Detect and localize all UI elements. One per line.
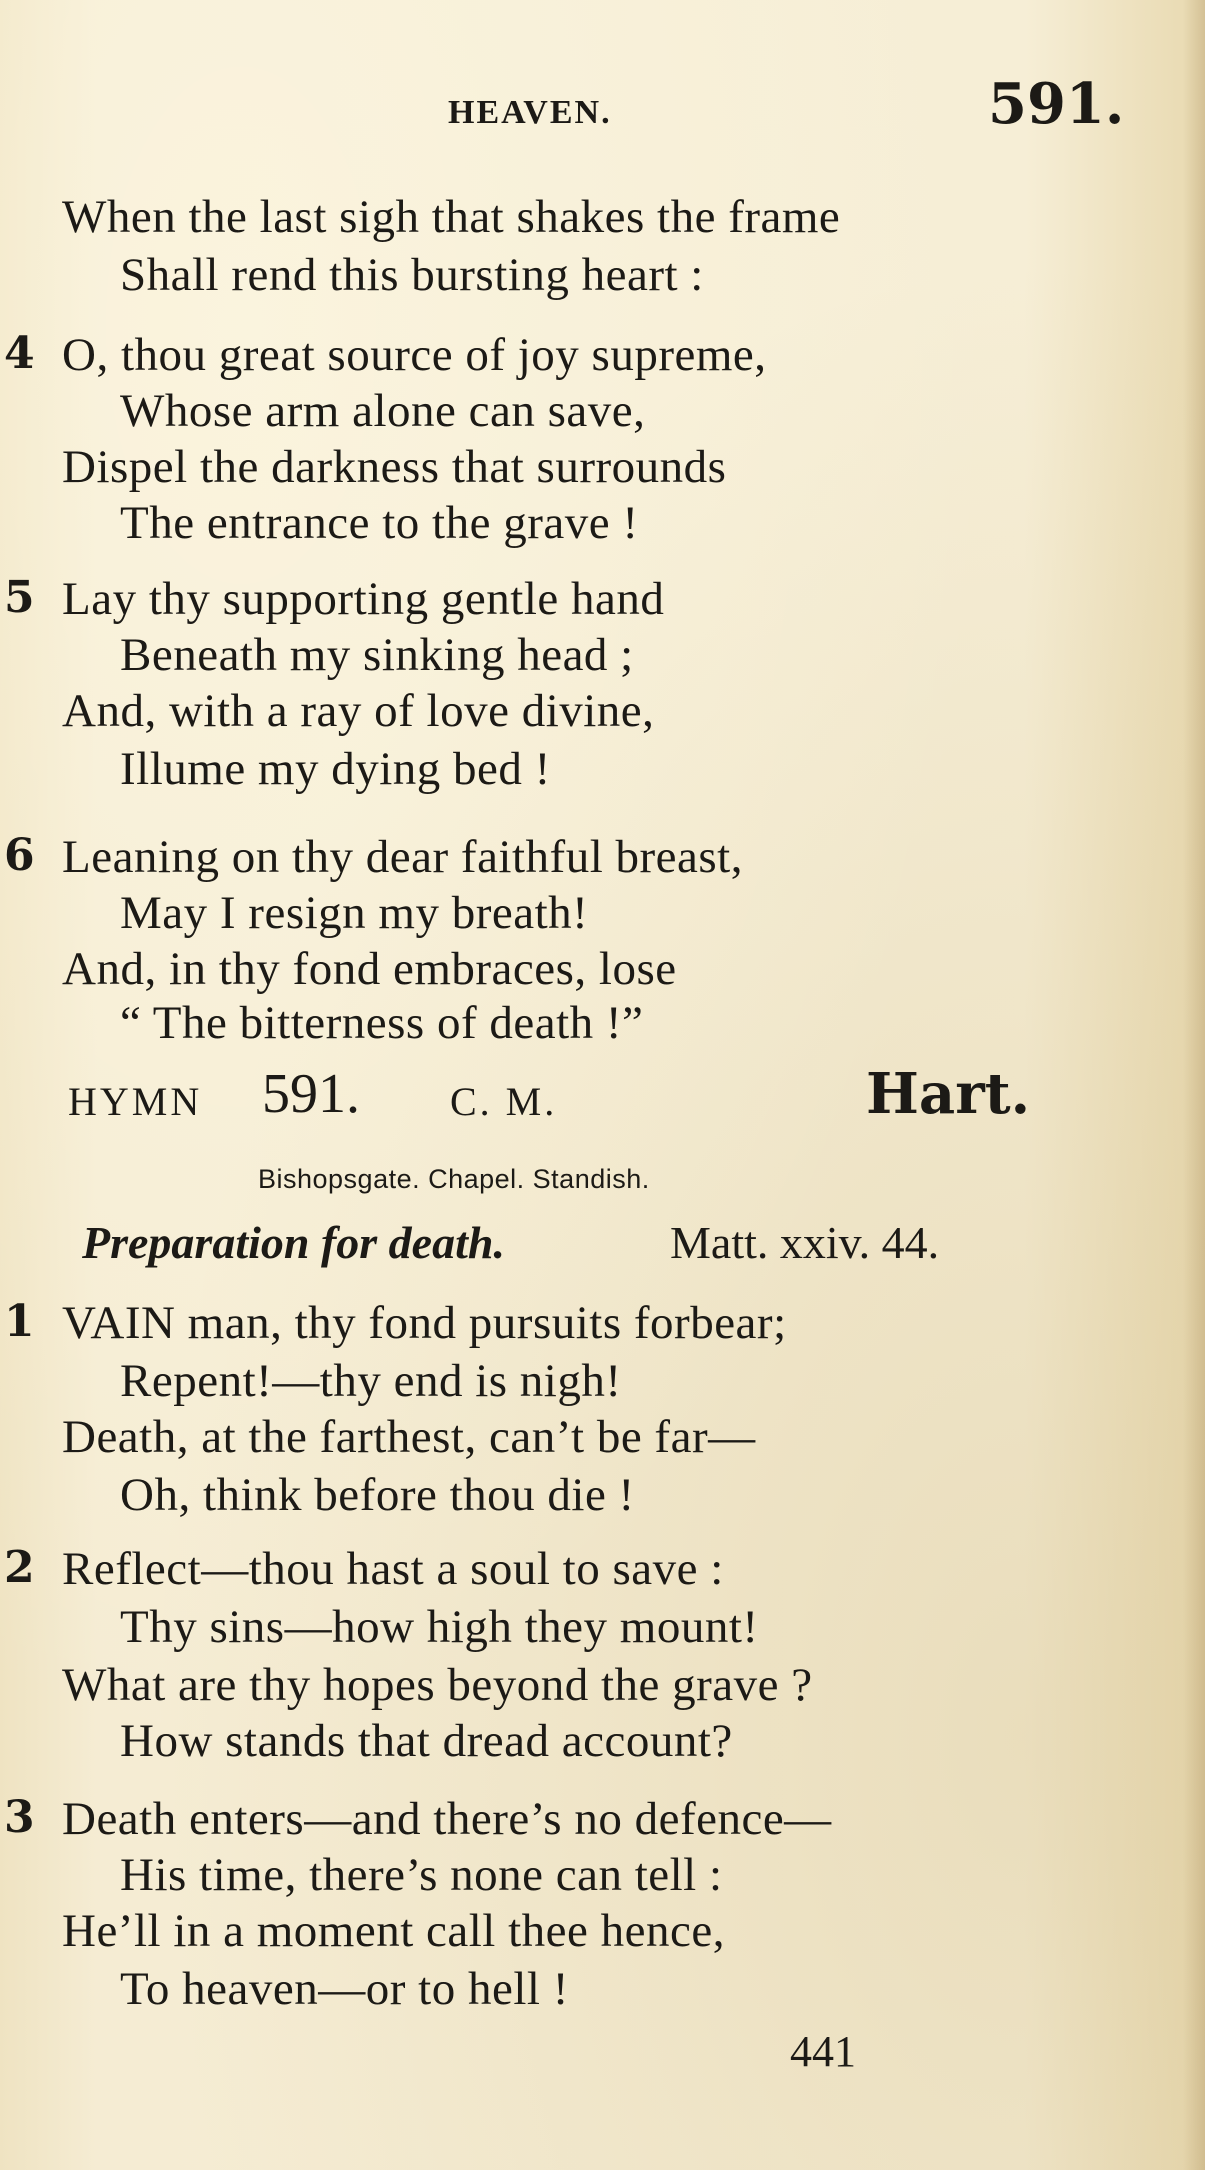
verse-line: Beneath my sinking head ; <box>120 629 634 681</box>
verse-line: Lay thy supporting gentle hand <box>62 573 665 625</box>
verse-line: Repent!—thy end is nigh! <box>120 1355 622 1407</box>
stanza-number: 3 <box>4 1792 35 1843</box>
header-hymn-number: 591. <box>988 71 1125 137</box>
tune-names: Bishopsgate. Chapel. Standish. <box>258 1164 650 1194</box>
verse-line: Thy sins—how high they mount! <box>120 1601 759 1653</box>
hymn-author: Hart. <box>866 1061 1031 1127</box>
verse-line: To heaven—or to hell ! <box>120 1963 569 2015</box>
verse-line: Leaning on thy dear faithful breast, <box>62 831 743 883</box>
verse-line: Dispel the darkness that surrounds <box>62 441 727 493</box>
verse-line: When the last sigh that shakes the frame <box>62 191 841 243</box>
verse-line: Whose arm alone can save, <box>120 385 646 437</box>
hymn-label: HYMN <box>68 1079 203 1124</box>
verse-line: And, with a ray of love divine, <box>62 685 655 737</box>
verse-line: May I resign my breath! <box>120 887 589 939</box>
verse-line: What are thy hopes beyond the grave ? <box>62 1659 813 1711</box>
hymn-subject: Preparation for death. <box>82 1217 505 1268</box>
verse-line: Reflect—thou hast a soul to save : <box>62 1543 724 1595</box>
stanza-number: 6 <box>4 830 35 881</box>
page-number: 441 <box>790 2027 856 2076</box>
stanza-number: 5 <box>4 572 35 623</box>
verse-line: Death enters—and there’s no defence— <box>62 1793 832 1845</box>
verse-line: His time, there’s none can tell : <box>120 1849 723 1901</box>
verse-line: Shall rend this bursting heart : <box>120 249 704 301</box>
stanza-number: 4 <box>4 328 35 379</box>
verse-line: How stands that dread account? <box>120 1715 733 1767</box>
verse-line: Illume my dying bed ! <box>120 743 551 795</box>
hymn-meter: C. M. <box>450 1079 558 1124</box>
stanza-number: 1 <box>4 1296 35 1347</box>
verse-line: Death, at the farthest, can’t be far— <box>62 1411 756 1463</box>
scripture-reference: Matt. xxiv. 44. <box>670 1217 940 1268</box>
verse-line: The entrance to the grave ! <box>120 497 639 549</box>
page-edge-shadow <box>1183 0 1205 2170</box>
verse-line: O, thou great source of joy supreme, <box>62 329 767 381</box>
verse-line: And, in thy fond embraces, lose <box>62 943 677 995</box>
hymn-number: 591. <box>262 1063 360 1125</box>
verse-line: Oh, think before thou die ! <box>120 1469 635 1521</box>
verse-line: “ The bitterness of death !” <box>120 997 644 1049</box>
running-title: HEAVEN. <box>448 94 612 131</box>
stanza-number: 2 <box>4 1542 35 1593</box>
verse-line: VAIN man, thy fond pursuits forbear; <box>62 1297 787 1349</box>
verse-line: He’ll in a moment call thee hence, <box>62 1905 725 1957</box>
